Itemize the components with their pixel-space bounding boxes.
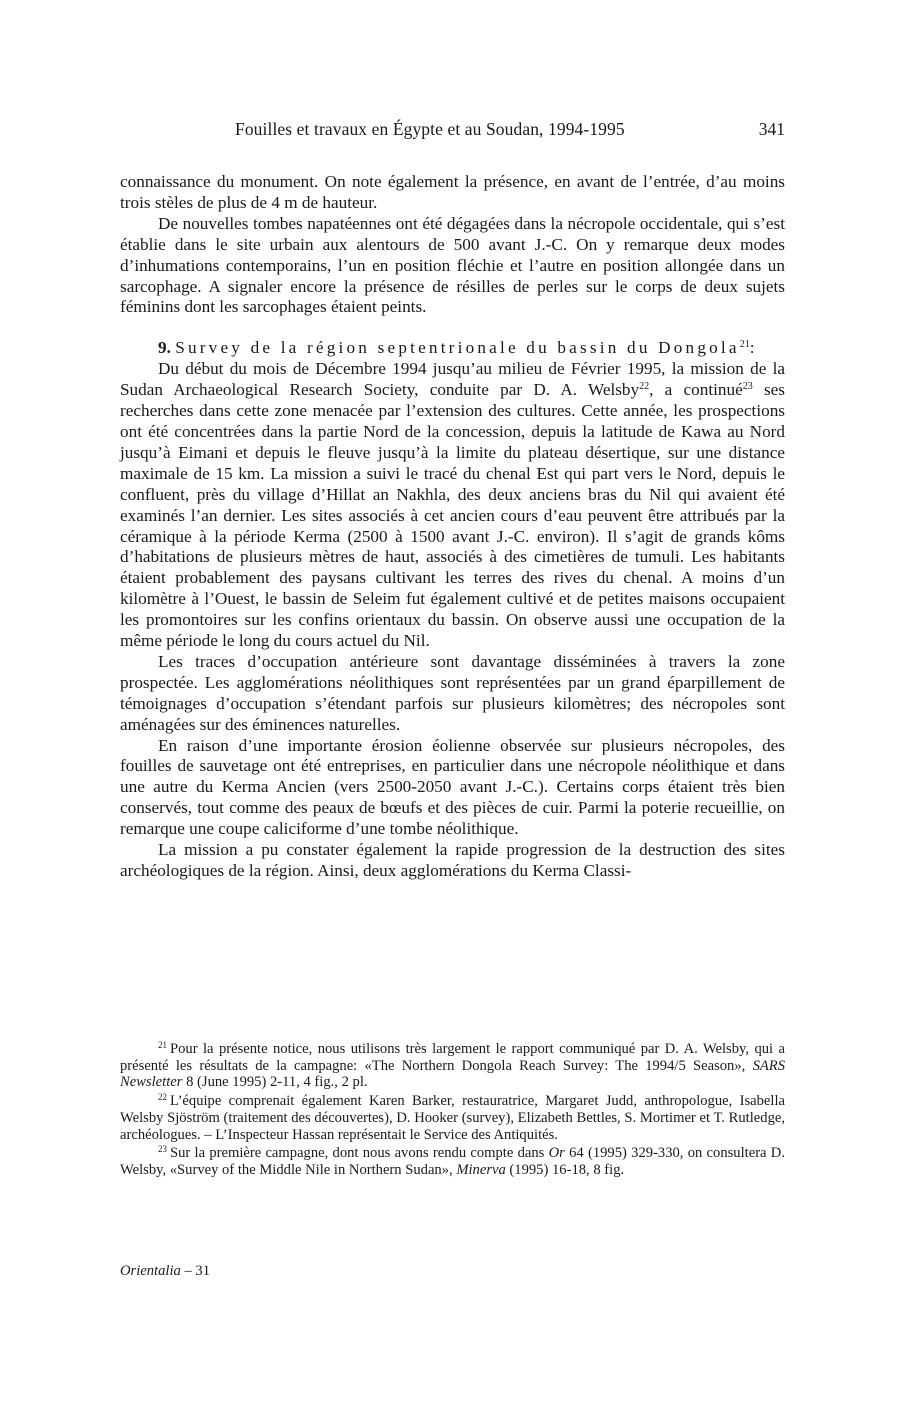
section-title: Survey de la région septentrionale du bassin du Dongola [175, 338, 740, 358]
footnote-text: (1995) 16-18, 8 fig. [505, 1161, 625, 1178]
paragraph-text: ses recherches dans cette zone menacée par l’extension des cultures. Cette année, les prospections ont été concentrées dans la partie Nord de la concession, depuis la latitude de Kawa au Nord jusqu’à Eimani et depuis le fleuve jusqu’à la limite du plateau désertique, sur une distance maximale de 15 km. La mission a suivi le tracé du chenal Est qui part vers le Nord, depuis le confluent, près du village d’Hillat an Nakhla, des deux anciens bras du Nil qui avaient été examinés l’an dernier. Les sites associés à cet ancien cours d’eau peuvent être attribués par la céramique à la période Kerma (2500 à 1500 avant J.-C. environ). Il s’agit de grands kôms d’habitations de plusieurs mètres de haut, associés à des cimetières de tumuli. Les habitants étaient probablement des paysans cultivant les terres des rives du chenal. A moins d’un kilomètre à l’Ouest, le bassin de Seleim fut également cultivé et de petites maisons occupaient les promontoires sur les confins orientaux du bassin. On observe aussi une occupation de la même période le long du cours actuel du Nil. [120, 380, 785, 651]
signature-mark: – 31 [180, 1263, 210, 1279]
footnote-title: Minerva [456, 1161, 506, 1178]
running-header [120, 119, 785, 143]
footnote-text: 8 (June 1995) 2-11, 4 fig., 2 pl. [182, 1074, 368, 1091]
footnotes [120, 1041, 785, 1181]
page-footer [120, 1263, 210, 1280]
paragraph-text: , a continué [649, 380, 743, 400]
footnote-mark: 22 [158, 1092, 167, 1103]
body-text [120, 172, 785, 882]
paragraph: connaissance du monument. On note également la présence, en avant de l’entrée, d’au moins trois stèles de plus de 4 m de hauteur. [120, 172, 785, 212]
paragraph-text: Du début du mois de Décembre 1994 jusqu’au milieu de Février 1995, la mission de la Sudan Archaeological Research Society, conduite par D. A. Welsby [120, 359, 785, 400]
paragraph: Les traces d’occupation antérieure sont davantage disséminées à travers la zone prospectée. Les agglomérations néolithiques sont représentées par un grand éparpillement de témoignages d’occupation s’étendant parfois sur plusieurs kilomètres; des nécropoles sont aménagées sur des éminences naturelles. [120, 651, 785, 734]
section-colon: : [749, 338, 755, 358]
footnote-mark: 21 [158, 1040, 167, 1050]
footnote-ref: 22 [639, 381, 650, 393]
running-title: Fouilles et travaux en Égypte et au Soudan, 1994-1995 [235, 119, 625, 139]
paragraph: De nouvelles tombes napatéennes ont été dégagées dans la nécropole occidentale, qui s’est établie dans le site urbain aux alentours de 500 avant J.-C. On y remarque deux modes d’inhumations contemporains, l’un en position fléchie et l’autre en position allongée dans un sarcophage. A signaler encore la présence de résilles de perles sur le corps de deux sujets féminins dont les sarcophages étaient peints. [120, 213, 785, 317]
footnote-text: Pour la présente notice, nous utilisons très largement le rapport communiqué par D. A. Welsby, qui a présenté les résultats de la campagne: «The Northern Dongola Reach Survey: The 1994/5 Season», [120, 1041, 785, 1074]
journal-name: Orientalia [120, 1263, 181, 1279]
footnote-ref: 21 [739, 339, 750, 351]
paragraph: En raison d’une importante érosion éolienne observée sur plusieurs nécropoles, des fouilles de sauvetage ont été entreprises, en particulier dans une nécropole néolithique et dans une autre du Kerma Ancien (vers 2500-2050 avant J.-C.). Certains corps étaient très bien conservés, tout comme des peaux de bœufs et des pièces de cuir. Parmi la poterie recueillie, on remarque une coupe caliciforme d’une tombe néolithique. [120, 735, 785, 839]
paragraph [120, 359, 785, 652]
footnote-text: Sur la première campagne, dont nous avons rendu compte dans [170, 1145, 549, 1162]
footnote-21 [120, 1041, 785, 1091]
footnote-22 [120, 1093, 785, 1143]
footnote-ref: 23 [742, 381, 753, 393]
footnote-title: Or [548, 1145, 565, 1162]
footnote-mark: 23 [158, 1144, 167, 1155]
section-heading [120, 338, 785, 359]
paragraph: La mission a pu constater également la rapide progression de la destruction des sites archéologiques de la région. Ainsi, deux agglomérations du Kerma Classi- [120, 840, 785, 880]
footnote-title: SARS Newsletter [120, 1057, 785, 1091]
footnote-text: 64 (1995) 329-330, on consultera D. Welsby, «Survey of the Middle Nile in Northern Sudan», [120, 1145, 785, 1178]
section-number: 9. [158, 338, 171, 358]
footnote-text: L’équipe comprenait également Karen Barker, restauratrice, Margaret Judd, anthropologue, Isabella Welsby Sjöström (traitement des découvertes), D. Hooker (survey), Elizabeth Bettles, S. Mortimer et T. Rutledge, archéologues. – L’Inspecteur Hassan représentait le Service des Antiquités. [120, 1093, 785, 1143]
footnote-23 [120, 1145, 785, 1178]
page-number: 341 [758, 119, 785, 139]
